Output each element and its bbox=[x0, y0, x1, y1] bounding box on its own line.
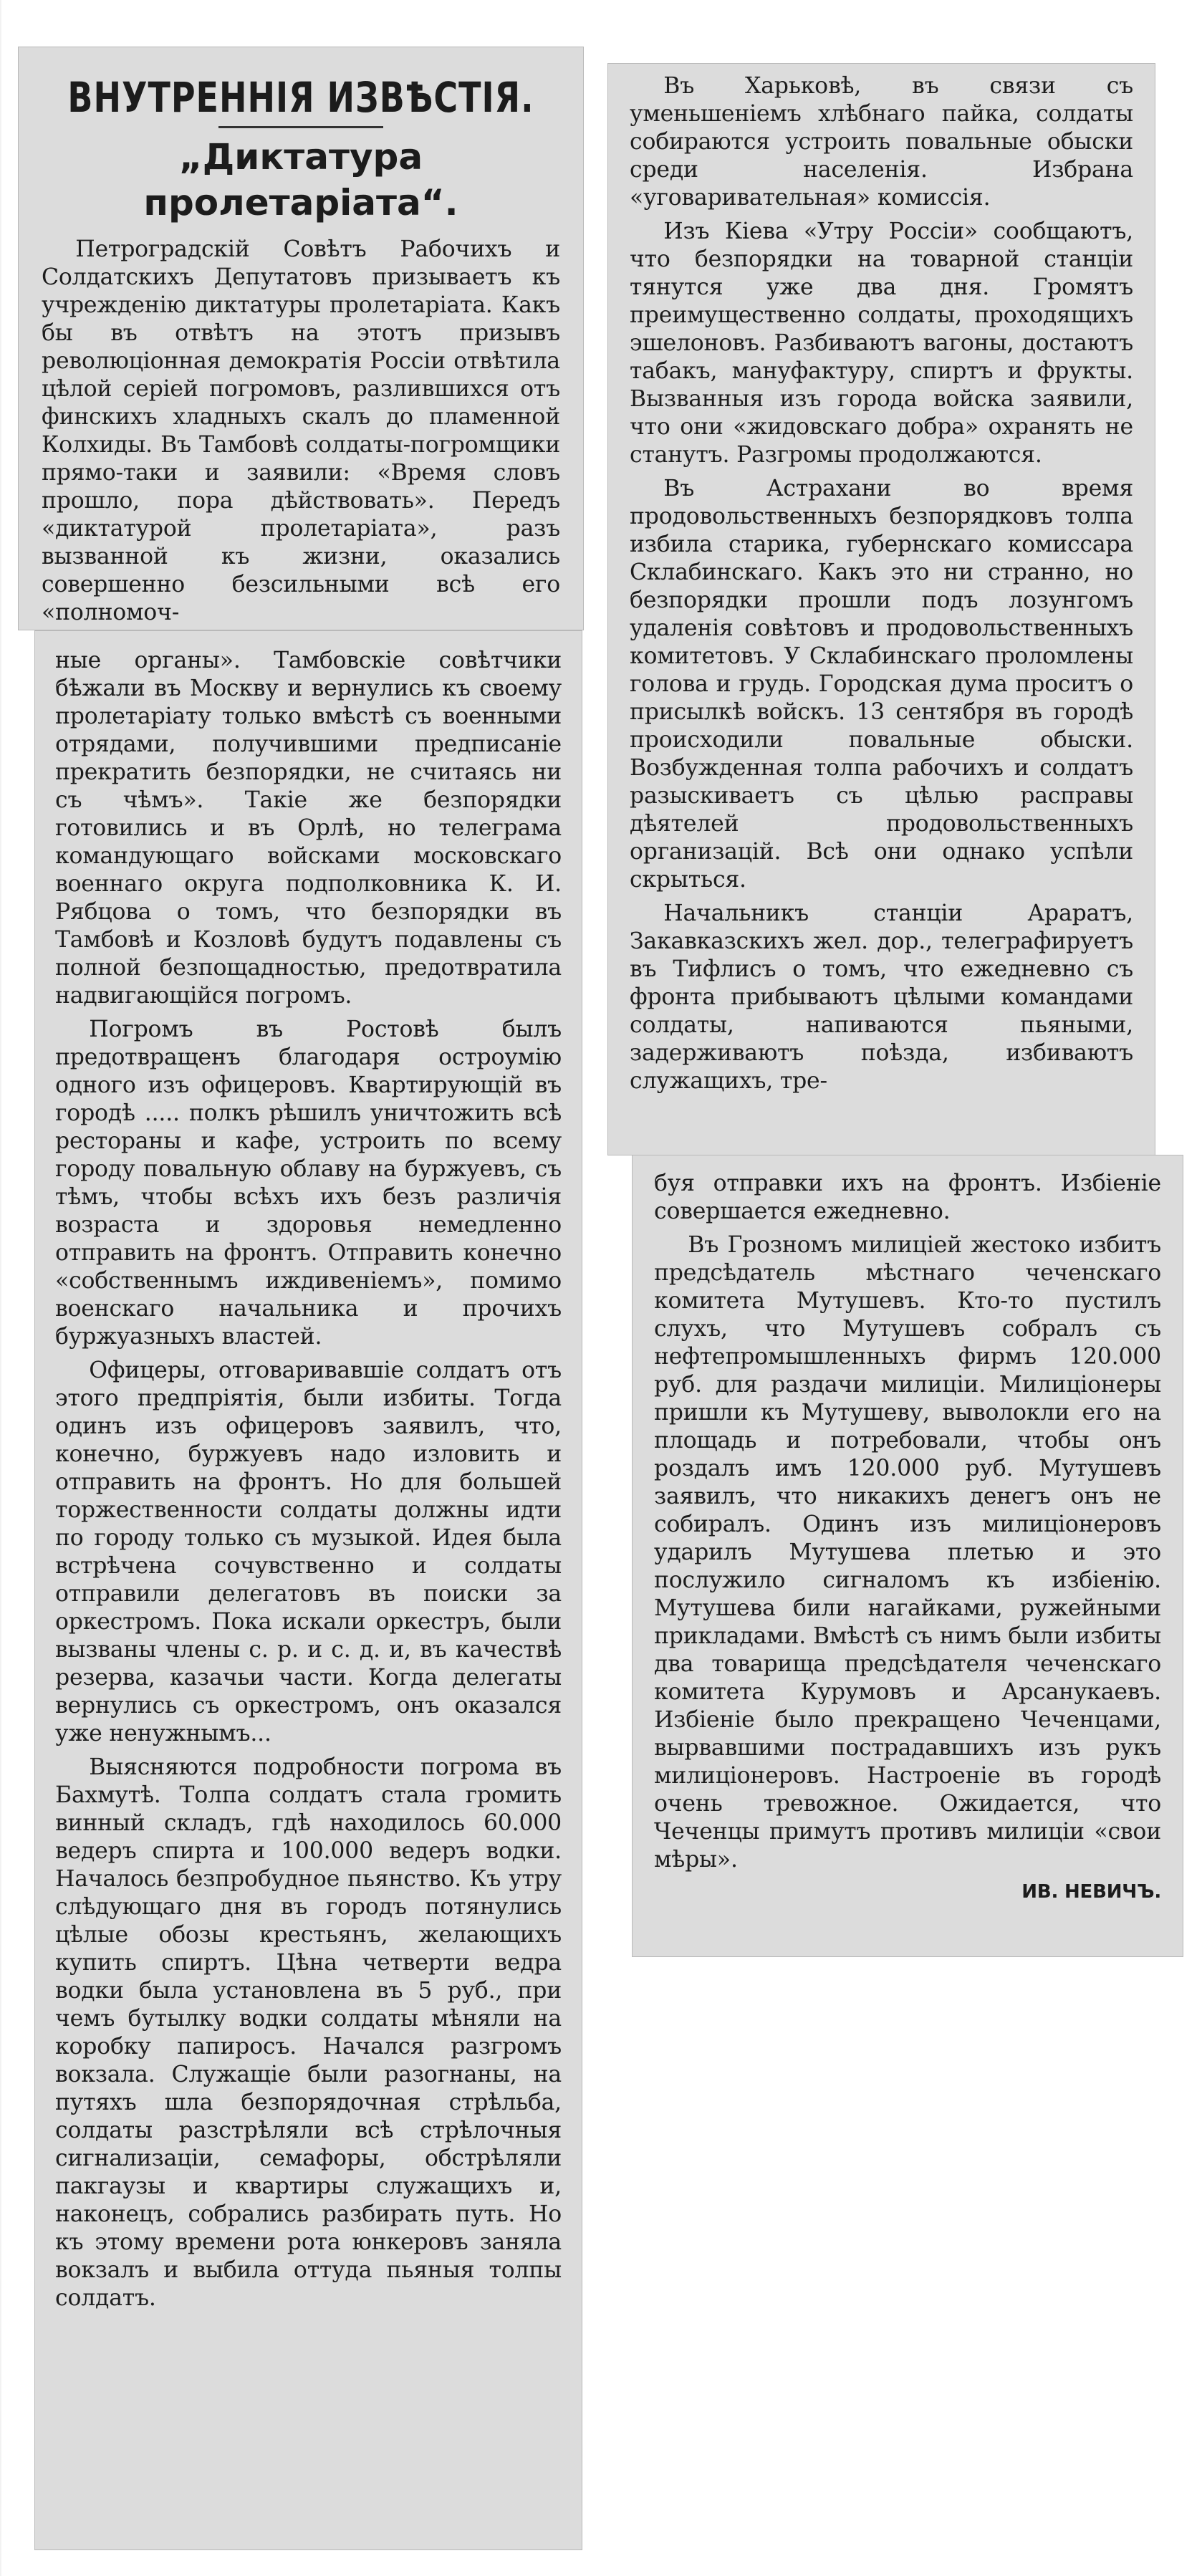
paragraph: ные органы». Тамбовскіе совѣтчики бѣжали въ Москву и вернулись къ своему пролетаріату только вмѣстѣ съ военными отрядами, получившими предписаніе прекратить безпорядки, не считаясь ни съ чѣмъ». Такіе же безпорядки готовились и въ Орлѣ, но телеграма командующаго войсками московскаго военнаго округа подполковника К. И. Рябцова о томъ, что безпорядки въ Тамбовѣ и Козловѣ будутъ подавлены съ полной безпощадностью, предотвратила надвигающійся погромъ. bbox=[55, 648, 562, 1009]
paragraph: Въ Грозномъ милиціей жестоко избитъ предсѣдатель мѣстнаго чеченскаго комитета Мутушевъ. Кто-то пустилъ слухъ, что Мутушевъ собралъ съ нефтепромышленныхъ фирмъ 120.000 руб. для раздачи милиціи. Милиціонеры пришли къ Мутушеву, выволокли его на площадь и потребовали, чтобы онъ роздалъ имъ 120.000 руб. Мутушевъ заявилъ, что никакихъ денегъ онъ не собиралъ. Одинъ изъ милиціонеровъ ударилъ Мутушева плетью и это послужило сигналомъ къ избіенію. Мутушева били нагайками, ружейными прикладами. Вмѣстѣ съ нимъ были избиты два товарища предсѣдателя чеченскаго комитета Курумовъ и Арсанукаевъ. Избіеніе было прекращено Чеченцами, вырвавшими пострадавшихъ изъ рукъ милиціонеровъ. Настроеніе въ городѣ очень тревожное. Ожидается, что Чеченцы примутъ противъ милиціи «свои мѣры». bbox=[654, 1232, 1161, 1873]
page-edge bbox=[0, 0, 1, 2576]
title-divider bbox=[218, 126, 383, 128]
paragraph: Офицеры, отговаривавшіе солдатъ отъ этого предпріятія, были избиты. Тогда одинъ изъ офицеровъ заявилъ, что, конечно, буржуевъ надо изловить и отправить на фронтъ. Но для большей торжественности солдаты должны идти по городу только съ музыкой. Идея была встрѣчена сочувственно и солдаты отправили делегатовъ въ поиски за оркестромъ. Пока искали оркестръ, были вызваны члены с. р. и с. д. и, въ качествѣ резерва, казачьи части. Когда делегаты вернулись съ оркестромъ, онъ оказался уже ненужнымъ... bbox=[55, 1357, 562, 1746]
section-title: ВНУТРЕННІЯ ИЗВѢСТІЯ. bbox=[67, 73, 534, 122]
paragraph: Изъ Кіева «Утру Россіи» сообщаютъ, что безпорядки на товарной станціи тянутся уже два дня. Громятъ преимущественно солдаты, проходящихъ эшелоновъ. Разбиваютъ вагоны, достаютъ табакъ, мануфактуру, спиртъ и фрукты. Вызванныя изъ города войска заявили, что они «жидовскаго добра» охранять не станутъ. Разгромы продолжаются. bbox=[630, 218, 1133, 468]
article-headline: „Диктатура пролетаріата“. bbox=[143, 136, 458, 224]
author-signature: ИВ. НЕВИЧЪ. bbox=[1021, 1881, 1161, 1903]
clipping-column-1-top bbox=[18, 47, 584, 630]
paragraph: Въ Астрахани во время продовольственныхъ безпорядковъ толпа избила старика, губернскаго комиссара Склабинскаго. Какъ это ни странно, но безпорядки прошли подъ лозунгомъ удаленія совѣтовъ и продовольственныхъ комитетовъ. У Склабинскаго проломлены голова и грудь. Городская дума проситъ о присылкѣ войскъ. 13 сентября въ городѣ происходили повальные обыски. Возбужденная толпа рабочихъ и солдатъ разыскиваетъ съ цѣлью расправы дѣятелей продовольственныхъ организацій. Всѣ они однако успѣли скрыться. bbox=[630, 476, 1133, 893]
paragraph: Въ Харьковѣ, въ связи съ уменьшеніемъ хлѣбнаго пайка, солдаты собираются устроить повальные обыски среди населенія. Избрана «уговаривательная» комиссія. bbox=[630, 73, 1133, 211]
clipping-column-1-bottom bbox=[34, 630, 582, 2550]
paragraph: Выясняются подробности погрома въ Бахмутѣ. Толпа солдатъ стала громить винный складъ, гдѣ находилось 60.000 ведеръ спирта и 100.000 ведеръ водки. Началось безпробудное пьянство. Къ утру слѣдующаго дня въ городъ потянулись цѣлые обозы крестьянъ, желающихъ купить спиртъ. Цѣна четверти ведра водки была установлена въ 5 руб., при чемъ бутылку водки солдаты мѣняли на коробку папиросъ. Начался разгромъ вокзала. Служащіе были разогнаны, на путяхъ шла безпорядочная стрѣльба, солдаты разстрѣляли всѣ стрѣлочныя сигнализаціи, семафоры, обстрѣляли пакгаузы и квартиры служащихъ и, наконецъ, собрались разбирать путь. Но къ этому времени рота юнкеровъ заняла вокзалъ и выбила оттуда пьяныя толпы солдатъ. bbox=[55, 1754, 562, 2311]
clipping-column-2-top bbox=[607, 63, 1155, 1155]
paragraph: Петроградскій Совѣтъ Рабочихъ и Солдатскихъ Депутатовъ призываетъ къ учрежденію диктатуры пролетаріата. Какъ бы въ отвѣтъ на этотъ призывъ революціонная демократія Россіи отвѣтила цѣлой серіей погромовъ, разлившихся отъ финскихъ хладныхъ скалъ до пламенной Колхиды. Въ Тамбовѣ солдаты-погромщики прямо-таки и заявили: «Время словъ прошло, пора дѣйствовать». Передъ «диктатурой пролетаріата», разъ вызванной къ жизни, оказались совершенно безсильными всѣ его «полномоч- bbox=[42, 236, 560, 625]
paragraph: буя отправки ихъ на фронтъ. Избіеніе совершается ежедневно. bbox=[654, 1171, 1161, 1224]
clipping-column-2-bottom bbox=[632, 1155, 1183, 1957]
paragraph: Начальникъ станціи Араратъ, Закавказскихъ жел. дор., телеграфируетъ въ Тифлисъ о томъ, что ежедневно съ фронта прибываютъ цѣлыми командами солдаты, напиваются пьяными, задерживаютъ поѣзда, избиваютъ служащихъ, тре- bbox=[630, 900, 1133, 1094]
paragraph: Погромъ въ Ростовѣ былъ предотвращенъ благодаря остроумію одного изъ офицеровъ. Квартирующій въ городѣ ..... полкъ рѣшилъ уничтожить всѣ рестораны и кафе, устроить по всему городу повальную облаву на буржуевъ, съ тѣмъ, чтобы всѣхъ ихъ безъ различія возраста и здоровья немедленно отправить на фронтъ. Отправить конечно «собственнымъ иждивеніемъ», помимо военскаго начальника и прочихъ буржуазныхъ властей. bbox=[55, 1017, 562, 1350]
